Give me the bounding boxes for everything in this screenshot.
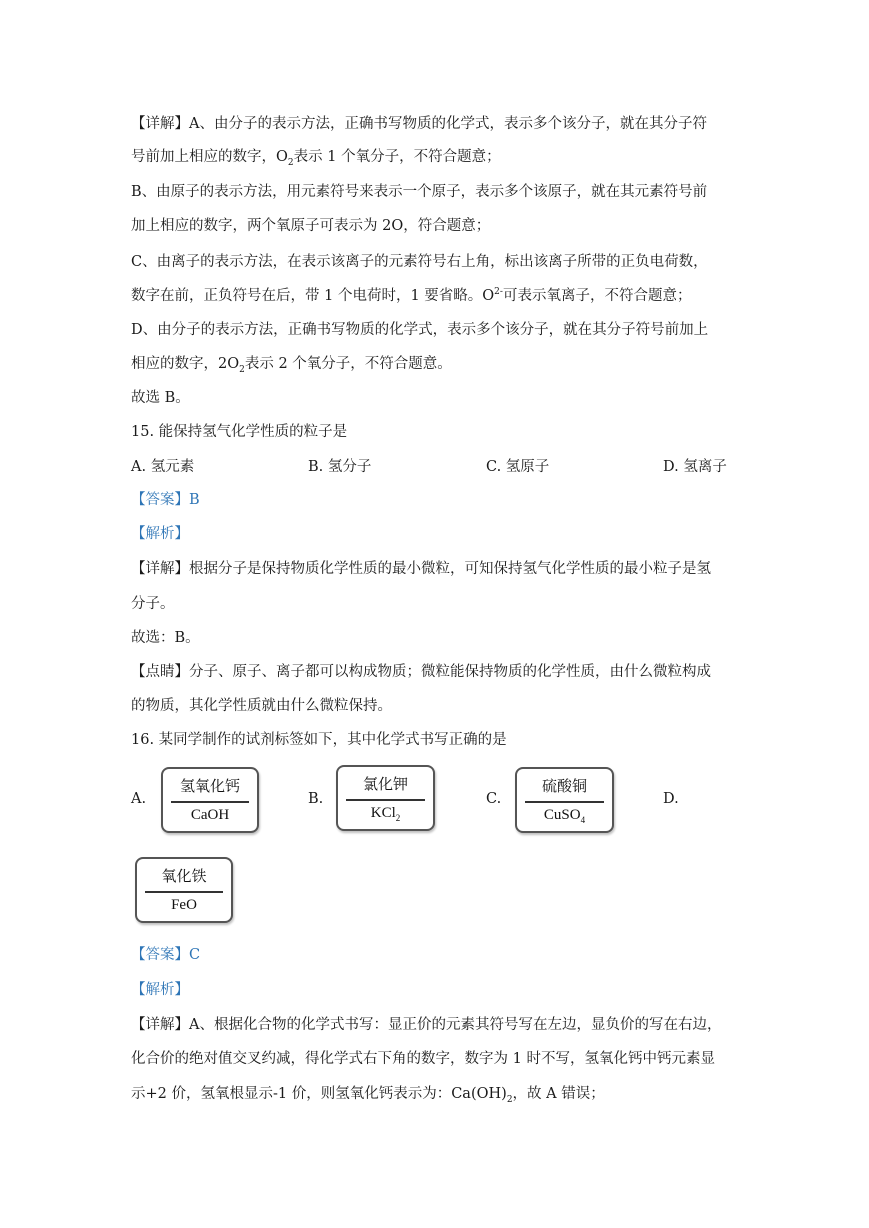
formula-text: KCl [370,805,396,821]
text-span: ，故 A 错误； [512,1086,605,1102]
answer-tag: 【答案】 [131,947,189,963]
analysis-heading: 【解析】 [131,982,189,998]
label-formula [338,805,433,823]
label-divider [346,799,425,801]
text-span: 相应的数字，2O [131,356,240,372]
text-span: 表示 2 个氧分子，不符合题意。 [244,356,452,372]
subscript: 2 [506,1094,513,1105]
q15-option-a: A. 氢元素 [131,459,195,475]
label-formula [517,807,612,825]
superscript: 2- [494,287,503,298]
text-span: 可表示氧离子，不符合题意； [502,288,692,304]
text-line [131,145,501,168]
label-name: 氢氧化钙 [179,777,240,795]
reagent-label-d [135,857,233,923]
answer-16 [131,943,200,964]
text-line [131,352,452,375]
reagent-label-b [336,765,435,831]
label-name: 硫酸铜 [541,777,587,795]
label-divider [525,801,604,803]
text-span: 号前加上相应的数字，O [131,149,288,165]
q15-option-d: D. 氢离子 [663,459,727,475]
formula-text: FeO [171,897,197,913]
text-line: 【详解】A、根据化合物的化学式书写：显正价的元素其符号写在左边，显负价的写在右边， [131,1017,722,1033]
label-divider [171,801,249,803]
label-name: 氯化钾 [362,775,408,793]
q15-option-b: B. 氢分子 [308,459,372,475]
subscript: 2 [239,364,245,375]
question-16: 16. 某同学制作的试剂标签如下，其中化学式书写正确的是 [131,732,507,748]
text-line: B、由原子的表示方法，用元素符号来表示一个原子，表示多个该原子，就在其元素符号前 [131,184,708,200]
text-line: 加上相应的数字，两个氧原子可表示为 2O，符合题意； [131,218,491,234]
text-line: C、由离子的表示方法，在表示该离子的元素符号右上角，标出该离子所带的正负电荷数， [131,254,708,270]
question-15: 15. 能保持氢气化学性质的粒子是 [131,424,348,440]
text-line: 故选 B。 [131,390,190,406]
q15-option-c: C. 氢原子 [486,459,550,475]
text-line [131,1082,605,1105]
label-formula [137,897,231,914]
text-line: 的物质，其化学性质就由什么微粒保持。 [131,698,392,714]
formula-text: CaOH [190,807,230,823]
label-divider [145,891,223,893]
text-span: 表示 1 个氧分子，不符合题意； [293,149,501,165]
text-line: 【详解】根据分子是保持物质化学性质的最小微粒，可知保持氢气化学性质的最小粒子是氢 [131,561,711,577]
formula-subscript: 2 [395,813,401,823]
label-formula [163,807,257,824]
analysis-heading: 【解析】 [131,526,189,542]
text-line: 化合价的绝对值交叉约减，得化学式右下角的数字，数字为 1 时不写，氢氧化钙中钙元素显 [131,1051,715,1067]
q16-option-c-letter: C. [486,791,502,807]
answer-value: B [189,492,200,508]
text-line: D、由分子的表示方法，正确书写物质的化学式，表示多个该分子，就在其分子符号前加上 [131,322,709,338]
text-line: 故选：B。 [131,630,200,646]
formula-text: CuSO [543,807,581,823]
text-line [131,284,691,305]
answer-value: C [189,947,201,963]
label-name: 氧化铁 [161,867,207,885]
reagent-label-a [161,767,259,833]
text-line: 【详解】A、由分子的表示方法，正确书写物质的化学式，表示多个该分子，就在其分子符 [131,116,707,132]
formula-subscript: 4 [580,815,586,825]
q16-option-a-letter: A. [131,791,147,807]
q16-option-d-letter: D. [663,791,679,807]
text-line: 【点睛】分子、原子、离子都可以构成物质；微粒能保持物质的化学性质，由什么微粒构成 [131,664,711,680]
text-span: 数字在前，正负符号在后，带 1 个电荷时，1 要省略。O [131,288,495,304]
text-line: 分子。 [131,596,175,612]
answer-tag: 【答案】 [131,492,189,508]
text-span: 示+2 价，氢氧根显示-1 价，则氢氧化钙表示为：Ca(OH) [131,1086,507,1102]
subscript: 2 [287,157,294,168]
q16-option-b-letter: B. [308,791,324,807]
answer-15 [131,488,200,509]
reagent-label-c [515,767,614,833]
